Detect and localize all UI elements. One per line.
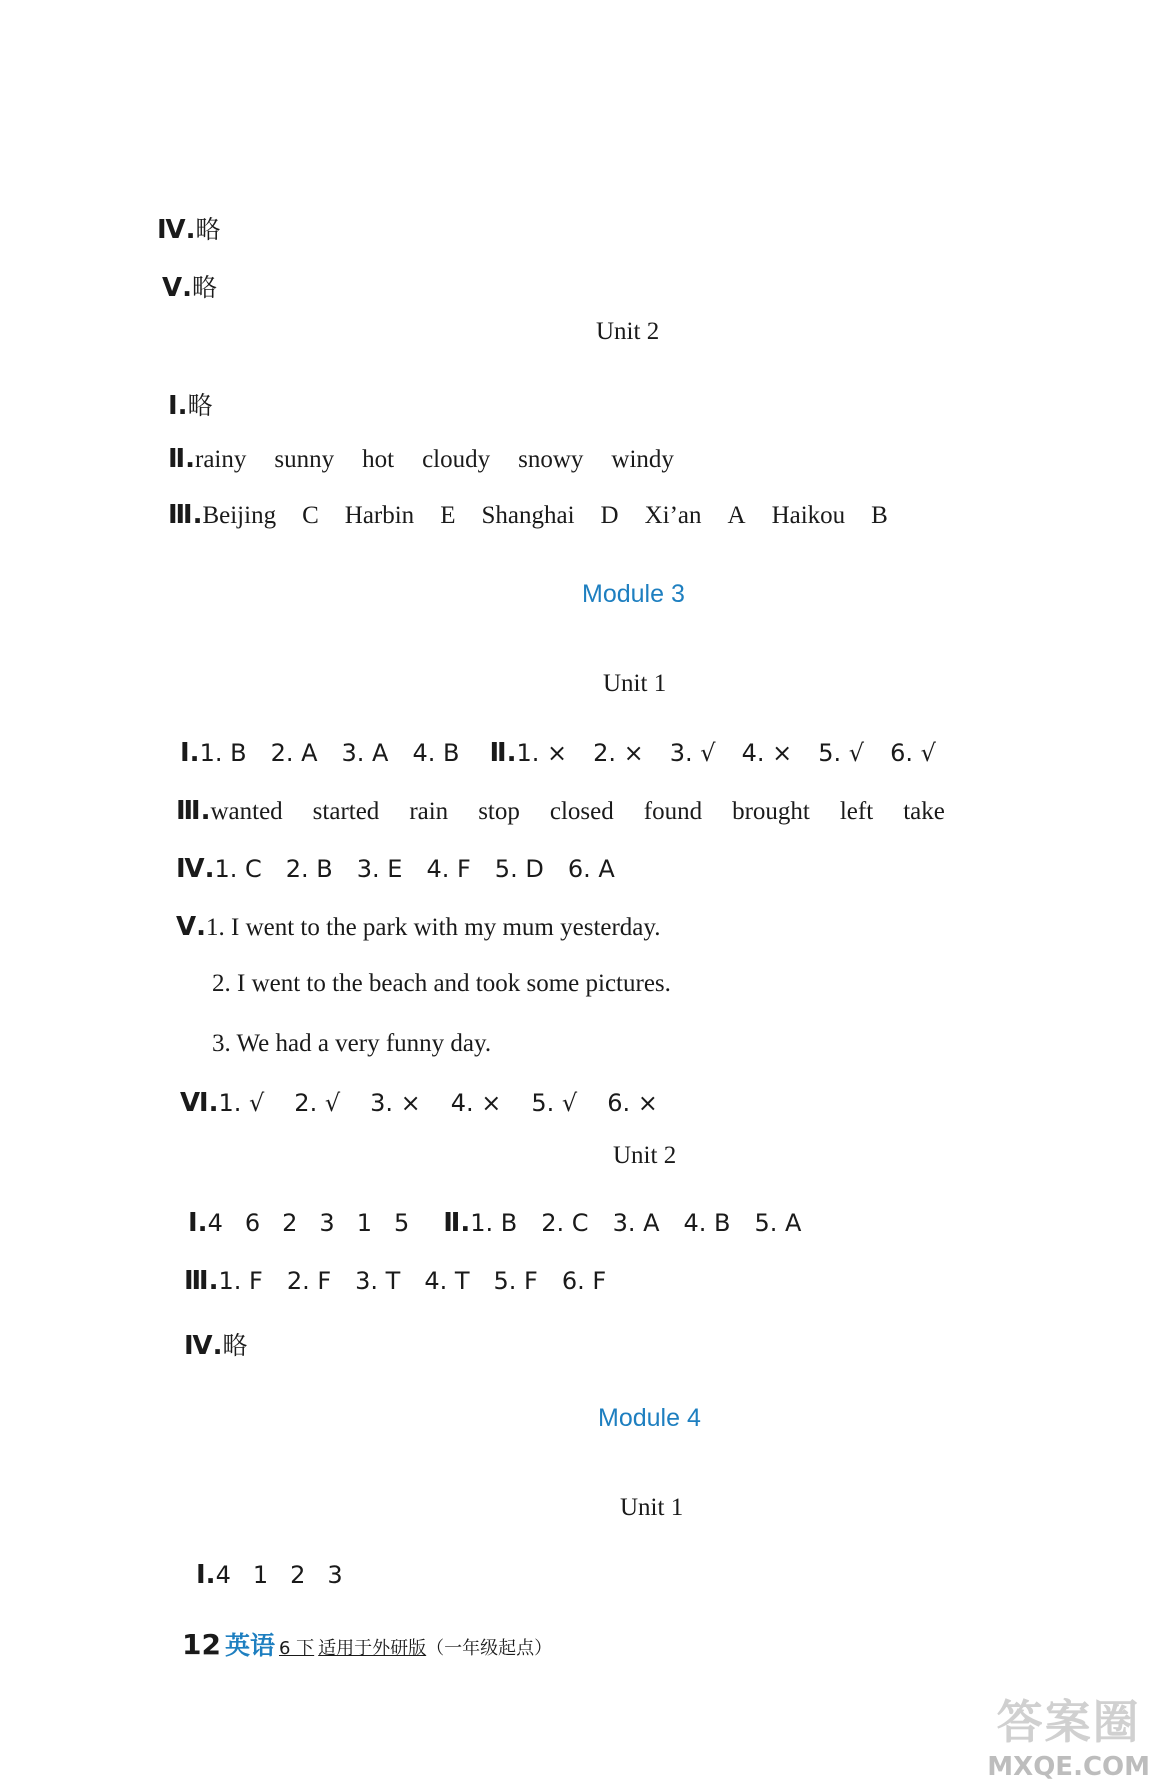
section-label: Ⅳ.	[157, 215, 196, 245]
word: wanted	[210, 798, 283, 825]
answer: 3	[327, 1561, 343, 1589]
sentence: 2. I went to the beach and took some pictures.	[212, 970, 671, 997]
answer: 5	[393, 1209, 410, 1237]
city: Shanghai	[481, 502, 575, 529]
answer-line-iii	[168, 500, 888, 530]
answer-line-i	[168, 386, 213, 422]
section-label: Ⅰ.	[168, 391, 188, 421]
answer: 4. B	[412, 739, 460, 767]
word: left	[839, 798, 874, 825]
answer: 4. ×	[450, 1089, 502, 1117]
section-label: Ⅴ.	[162, 273, 192, 303]
unit-heading: Unit 1	[603, 670, 667, 697]
answer: 5. A	[754, 1209, 802, 1237]
answer-line-iv	[157, 210, 220, 246]
answer-line-i-ii	[180, 738, 936, 768]
answer: 2. B	[285, 855, 333, 883]
answer: 6	[244, 1209, 261, 1237]
unit-heading: Unit 1	[620, 1494, 684, 1521]
edition-note: （一年级起点）	[426, 1638, 553, 1659]
answer: 1. F	[218, 1267, 263, 1295]
answer-line-iii	[184, 1266, 606, 1296]
word: stop	[478, 798, 520, 825]
word: rain	[409, 798, 449, 825]
answer: 6. √	[890, 739, 936, 767]
answer-line-v	[176, 912, 661, 942]
section-label: Ⅲ.	[184, 1266, 219, 1296]
section-label: Ⅰ.	[196, 1560, 216, 1590]
section-label: Ⅰ.	[188, 1208, 208, 1238]
section-label: Ⅳ.	[176, 854, 215, 884]
section-label: Ⅱ.	[489, 738, 517, 768]
word: snowy	[518, 446, 584, 473]
answer: 4	[207, 1209, 223, 1237]
answer: 4	[215, 1561, 231, 1589]
answer: 2	[290, 1561, 306, 1589]
answer-line-ii	[168, 444, 674, 474]
answer-omitted: 略	[187, 393, 213, 420]
letter: E	[440, 502, 456, 529]
answer: 2. C	[541, 1209, 589, 1237]
answer: 2	[282, 1209, 298, 1237]
watermark-url: MXQE.COM	[987, 1752, 1150, 1782]
word: sunny	[274, 446, 335, 473]
watermark-logo: 答案圈	[996, 1695, 1141, 1749]
answer: 4. B	[683, 1209, 731, 1237]
unit-heading: Unit 2	[613, 1142, 677, 1169]
letter: A	[727, 502, 746, 529]
section-label: Ⅴ.	[176, 912, 206, 942]
answer: 5. √	[818, 739, 865, 767]
answer: 4. T	[424, 1267, 470, 1295]
answer: 1	[252, 1561, 269, 1589]
word: brought	[732, 798, 810, 825]
answer: 2. A	[270, 739, 318, 767]
answer: 3. A	[612, 1209, 660, 1237]
answer: 6. F	[561, 1267, 607, 1295]
word: cloudy	[422, 446, 491, 473]
answer: 3	[319, 1209, 335, 1237]
answer-line-i-ii	[188, 1208, 801, 1238]
answer: 5. D	[494, 855, 544, 883]
answer: 3. T	[355, 1267, 401, 1295]
answer-line-iv	[176, 854, 615, 884]
answer: 4. ×	[741, 739, 793, 767]
letter: C	[302, 502, 319, 529]
answer-omitted: 略	[222, 1333, 248, 1360]
answer: 1. B	[199, 739, 247, 767]
watermark	[987, 1686, 1150, 1782]
word: closed	[549, 798, 614, 825]
answer: 3. √	[669, 739, 716, 767]
module-heading: Module 3	[582, 580, 685, 608]
section-label: Ⅵ.	[180, 1088, 219, 1118]
section-label: Ⅱ.	[443, 1208, 471, 1238]
unit-heading: Unit 2	[596, 318, 660, 345]
city: Harbin	[344, 502, 415, 529]
word: rainy	[195, 446, 247, 473]
answer-omitted: 略	[192, 275, 218, 302]
answer: 1. ×	[516, 739, 568, 767]
answer: 6. A	[567, 855, 615, 883]
answer-line-v	[162, 268, 217, 304]
section-label: Ⅲ.	[176, 796, 211, 826]
answer-line-iii	[176, 796, 945, 826]
page-footer	[182, 1626, 552, 1662]
section-label: Ⅱ.	[168, 444, 196, 474]
letter: D	[600, 502, 619, 529]
module-heading: Module 4	[598, 1404, 701, 1432]
word: found	[643, 798, 703, 825]
answer: 4. F	[426, 855, 471, 883]
answer: 3. ×	[370, 1089, 421, 1117]
section-label: Ⅰ.	[180, 738, 200, 768]
word: take	[903, 798, 945, 825]
answer-line-vi	[180, 1088, 658, 1118]
section-label: Ⅲ.	[168, 500, 203, 530]
word: started	[312, 798, 380, 825]
answer: 5. F	[493, 1267, 538, 1295]
sentence: 1. I went to the park with my mum yesterday.	[206, 914, 661, 941]
letter: B	[871, 502, 888, 529]
city: Xi’an	[644, 502, 702, 529]
word: hot	[362, 446, 395, 473]
answer: 1. B	[470, 1209, 518, 1237]
subject-label: 英语	[224, 1631, 275, 1660]
section-label: Ⅳ.	[184, 1331, 223, 1361]
answer-line-v-2	[212, 970, 671, 998]
answer: 2. √	[294, 1089, 341, 1117]
city: Beijing	[202, 502, 277, 529]
answer-line-v-3	[212, 1030, 491, 1058]
answer: 2. ×	[593, 739, 644, 767]
answer-omitted: 略	[195, 217, 221, 244]
answer: 2. F	[286, 1267, 332, 1295]
answer: 3. E	[356, 855, 403, 883]
answer: 1. C	[214, 855, 262, 883]
grade-label: 6 下	[278, 1638, 315, 1659]
answer: 5. √	[531, 1089, 578, 1117]
city: Haikou	[771, 502, 846, 529]
answer: 6. ×	[607, 1089, 658, 1117]
edition-label: 适用于外研版	[318, 1638, 427, 1659]
answer: 1. √	[218, 1089, 265, 1117]
word: windy	[611, 446, 674, 473]
answer: 1	[356, 1209, 372, 1237]
answer: 3. A	[341, 739, 389, 767]
answer-line-i	[196, 1560, 343, 1590]
answer-line-iv	[184, 1326, 247, 1362]
page-number: 12	[182, 1628, 221, 1661]
sentence: 3. We had a very funny day.	[212, 1030, 492, 1057]
